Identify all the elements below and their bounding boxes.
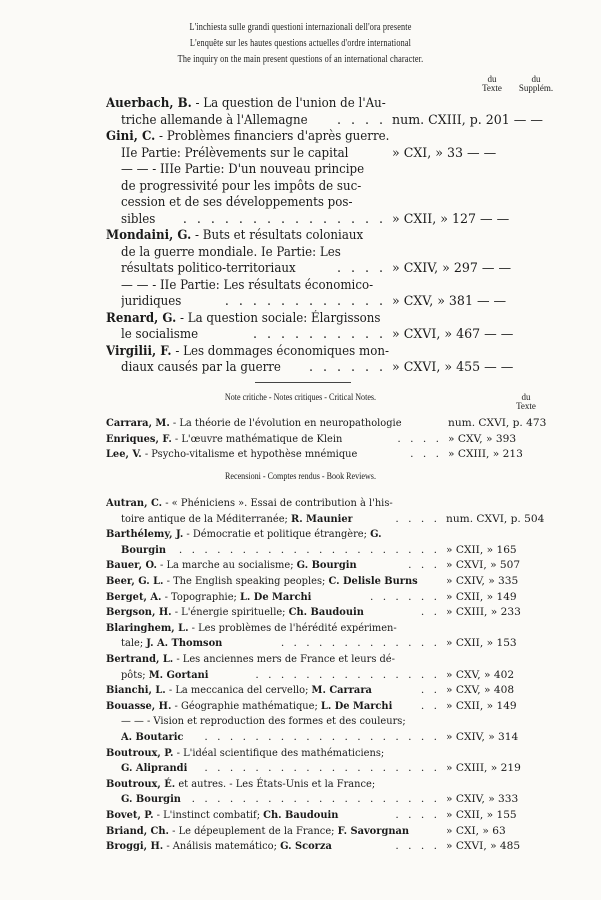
reviewer-name: G. Bourgin <box>121 793 181 806</box>
reviewer-name: Ch. Baudouin <box>288 606 364 619</box>
author-name: Broggi, H. <box>106 840 164 853</box>
entry-text <box>106 574 418 589</box>
entry-title: — — - IIe Partie: Les résultats économico- <box>121 276 374 292</box>
review-entry-line <box>0 558 601 574</box>
leader-dots: . . . . . . <box>369 590 440 603</box>
entry-title: résultats politico-territoriaux <box>121 260 296 275</box>
author-name: Gini, C. <box>106 128 156 143</box>
entry-title: - La meccanica del cervello; <box>165 684 312 697</box>
leader-dots: . . <box>420 699 440 712</box>
entry-title: - Le dépeuplement de la France; <box>168 824 338 837</box>
reviewer-name: L. De Marchi <box>239 590 312 603</box>
author-name: Bertrand, L. <box>106 653 174 665</box>
review-entry-line <box>0 761 601 777</box>
citation-reference: » CXVI, » 485 <box>446 840 521 853</box>
reviewer-name: M. Carrara <box>311 684 372 697</box>
header-line-italian: L'inchiesta sulle grandi questioni internazionali dell'ora presente <box>189 22 412 33</box>
entry-title: pôts; <box>121 668 149 681</box>
entry-title: - La marche au socialisme; <box>156 559 297 572</box>
entry-title: - La question sociale: Élargissons <box>176 309 381 325</box>
reviewer-name: R. Maunier <box>291 512 353 525</box>
leader-dots: . . . <box>408 559 440 572</box>
citation-reference: » CXII, » 127 — — <box>392 210 510 226</box>
leader-dots: . . <box>420 684 440 697</box>
author-name: Virgilii, F. <box>106 342 172 358</box>
author-name: Mondaini, G. <box>106 227 192 242</box>
entry-title: tale; <box>121 637 147 650</box>
review-entry-line <box>0 636 601 652</box>
entry-text <box>121 112 308 128</box>
entry-text <box>121 178 361 194</box>
entry-title: triche allemande à l'Allemagne <box>121 111 308 127</box>
entry-text <box>106 95 386 111</box>
citation-reference: » CXII, » 155 <box>446 809 517 821</box>
entry-title: - Análisis matemático; <box>163 840 281 853</box>
reviewer-name: G. Bourgin <box>296 559 357 572</box>
entry-text <box>106 590 311 605</box>
citation-reference: » CXIV, » 335 <box>446 575 519 587</box>
notes-column-texte: Texte <box>516 401 536 411</box>
author-name: Bovet, P. <box>106 809 154 821</box>
citation-reference: » CXII, » 149 <box>446 590 517 603</box>
author-name: Barthélemy, J. <box>106 528 184 541</box>
review-entry-line <box>0 839 601 855</box>
citation-reference: » CXIII, » 219 <box>446 762 521 775</box>
entry-text <box>121 260 296 276</box>
leader-dots: . . . . . . . . . . . . . . . . . . . <box>204 731 440 743</box>
column-header-texte <box>472 75 512 93</box>
entry-text <box>106 839 332 854</box>
entry-text <box>121 194 352 210</box>
author-name: Bianchi, L. <box>106 684 166 697</box>
author-name: Berget, A. <box>106 590 162 603</box>
review-entry-line <box>0 527 601 543</box>
entry-title: IIe Partie: Prélèvements sur le capital <box>121 144 349 160</box>
review-entry-line <box>0 590 601 606</box>
entry-title: - Buts et résultats coloniaux <box>191 227 364 242</box>
review-entry-line <box>0 543 601 559</box>
entry-title: - Problèmes financiers d'après guerre. <box>155 128 390 143</box>
entry-title: - Les dommages économiques mon- <box>171 342 389 358</box>
entry-text <box>121 161 364 177</box>
review-entry-line <box>0 730 601 746</box>
note-entry <box>0 447 601 463</box>
author-name: Briand, Ch. <box>106 824 169 837</box>
leader-dots: . . <box>420 606 440 619</box>
entry-title: le socialisme <box>121 326 199 341</box>
author-name: Bouasse, H. <box>106 699 172 712</box>
column-header-suppl-du: du <box>531 74 541 84</box>
entry-title: - The English speaking peoples; <box>163 575 329 587</box>
entry-title: toire antique de la Méditerranée; <box>121 512 292 525</box>
column-header-supplement <box>510 75 562 93</box>
author-name: Enriques, F. <box>106 432 172 445</box>
entry-text <box>121 326 198 342</box>
entry-text <box>121 244 341 260</box>
leader-dots: . . . . . . . . . . . . <box>224 293 386 308</box>
entry-line <box>0 293 601 309</box>
review-entry-line <box>0 605 601 621</box>
author-name: Boutroux, É. <box>106 777 176 790</box>
header-line-french: L'enquête sur les hautes questions actuelles d'ordre international <box>189 38 412 49</box>
author-name: Renard, G. <box>106 309 177 325</box>
citation-reference: » CXV, » 393 <box>448 432 517 445</box>
author-name: Bergson, H. <box>106 606 172 619</box>
citation-reference: » CXI, » 33 — — <box>392 144 497 160</box>
entry-line <box>0 145 601 161</box>
entry-text <box>106 496 393 511</box>
column-header-texte-du: du <box>487 74 497 84</box>
entry-line <box>0 95 601 111</box>
reviewer-name: G. Scorza <box>280 840 332 853</box>
author-name: Boutroux, P. <box>106 746 174 759</box>
leader-dots: . . . <box>410 448 442 460</box>
review-entry-line <box>0 746 601 762</box>
entry-text <box>106 558 357 573</box>
entry-title: - L'idéal scientifique des mathématiciens; <box>173 746 385 759</box>
entry-text <box>106 527 382 542</box>
reviewer-name: G. Aliprandi <box>121 762 188 775</box>
entry-text <box>106 447 357 462</box>
leader-dots: . . . . <box>395 840 440 853</box>
review-entry-line <box>0 496 601 512</box>
entry-text <box>121 714 406 729</box>
citation-reference: » CXV, » 408 <box>446 684 515 697</box>
reviewer-name: A. Boutaric <box>121 731 184 743</box>
review-entry-line <box>0 512 601 528</box>
entry-line <box>0 194 601 210</box>
author-name: Auerbach, B. <box>106 95 192 110</box>
entry-text <box>121 211 155 227</box>
citation-reference: » CXII, » 149 <box>446 699 517 712</box>
citation-reference: » CXV, » 402 <box>446 668 515 681</box>
entry-title: - La question de l'union de l'Au- <box>191 95 386 110</box>
entry-title: et autres. - Les États-Unis et la France; <box>175 777 376 790</box>
citation-reference: » CXV, » 381 — — <box>392 293 507 308</box>
entry-title: — — - IIIe Partie: D'un nouveau principe <box>121 161 365 176</box>
review-entry-line <box>0 808 601 824</box>
entry-text <box>106 699 392 714</box>
leader-dots: . . . . . . . . . . . . . . . . . . . . . <box>178 543 440 556</box>
leader-dots: . . . . . . <box>308 359 386 374</box>
entry-text <box>106 683 372 698</box>
entry-text <box>121 359 281 375</box>
entry-line <box>0 112 601 128</box>
entry-line <box>0 211 601 227</box>
citation-reference: » CXIV, » 297 — — <box>392 260 512 275</box>
entry-text <box>121 293 181 309</box>
entry-text <box>106 227 363 243</box>
entry-text <box>121 730 183 745</box>
citation-reference: » CXVI, » 467 — — <box>392 326 514 341</box>
entry-title: - Démocratie et politique étrangère; <box>183 528 371 541</box>
leader-dots: . . . . . . . . . . . . . . . <box>255 668 440 681</box>
leader-dots: . . . . . . . . . . . . . . . . . . . . <box>191 793 440 806</box>
entry-title: - Psycho-vitalisme et hypothèse mnémique <box>141 448 358 460</box>
leader-dots: . . . . . . . . . . . . . <box>280 637 440 650</box>
leader-dots: . . . . <box>336 111 386 127</box>
review-entry-line <box>0 714 601 730</box>
column-header-suppl-label: Supplém. <box>518 83 554 93</box>
entry-title: - L'instinct combatif; <box>153 809 264 821</box>
leader-dots: . . . . <box>336 260 386 275</box>
reviewer-name: J. A. Thomson <box>146 637 223 650</box>
notes-section-title: Note critiche - Notes critiques - Critical Notes. <box>224 393 377 403</box>
entry-title: - Géographie mathématique; <box>171 699 321 712</box>
citation-reference: » CXI, » 63 <box>446 824 506 837</box>
entry-title: sibles <box>121 210 156 226</box>
note-entry <box>0 416 601 432</box>
author-name: Beer, G. L. <box>106 575 164 587</box>
entry-title: — — - Vision et reproduction des formes et des couleurs; <box>121 715 406 728</box>
citation-reference: » CXII, » 153 <box>446 637 517 650</box>
reviewer-name: F. Savorgnan <box>337 824 410 837</box>
entry-text <box>106 824 409 839</box>
entry-line <box>0 128 601 144</box>
entry-title: - La théorie de l'évolution en neuropathologie <box>169 417 402 429</box>
entry-title: juridiques <box>121 293 182 308</box>
entry-text <box>121 512 353 527</box>
citation-reference: » CXIII, » 233 <box>446 606 521 619</box>
entry-title: cession et de ses développements pos- <box>121 194 353 209</box>
entry-title: de la guerre mondiale. Ie Partie: Les <box>121 243 341 259</box>
leader-dots: . . . . . . . . . . . . . . . . . . . <box>204 762 440 775</box>
citation-reference: » CXVI, » 507 <box>446 559 521 572</box>
leader-dots: . . . . . . . . . . . . . . . <box>182 210 386 226</box>
author-name: Lee, V. <box>106 448 142 460</box>
header-line-english: The inquiry on the main present questions of an international character. <box>177 54 424 65</box>
citation-reference: » CXIV, » 314 <box>446 731 519 743</box>
entry-text <box>106 777 375 792</box>
entry-title: - L'œuvre mathématique de Klein <box>171 432 343 445</box>
entry-line <box>0 277 601 293</box>
author-name: Blaringhem, L. <box>106 621 189 634</box>
entry-text <box>106 343 389 359</box>
review-entry-line <box>0 621 601 637</box>
reviewer-name: L. De Marchi <box>320 699 393 712</box>
reviewer-name: M. Gortani <box>148 668 209 681</box>
leader-dots: . . . . <box>397 432 442 445</box>
entry-line <box>0 260 601 276</box>
citation-reference: » CXIV, » 333 <box>446 793 519 806</box>
note-entry <box>0 432 601 448</box>
entry-title: - Topographie; <box>161 590 240 603</box>
entry-text <box>121 761 187 776</box>
entry-text <box>106 310 380 326</box>
entry-text <box>106 128 389 144</box>
review-entry-line <box>0 777 601 793</box>
column-header-texte-label: Texte <box>482 83 502 93</box>
entry-line <box>0 310 601 326</box>
entry-title: de progressivité pour les impôts de suc- <box>121 177 362 193</box>
reviewer-name: C. Delisle Burns <box>328 575 418 587</box>
review-entry-line <box>0 792 601 808</box>
entry-text <box>106 746 384 761</box>
entry-line <box>0 359 601 375</box>
entry-text <box>121 277 373 293</box>
entry-text <box>121 792 181 807</box>
review-entry-line <box>0 699 601 715</box>
entry-text <box>121 543 166 558</box>
citation-reference: » CXVI, » 455 — — <box>392 359 514 374</box>
notes-column-header <box>506 393 546 411</box>
entry-line <box>0 343 601 359</box>
reviewer-name: G. <box>370 528 382 541</box>
review-entry-line <box>0 652 601 668</box>
entry-title: - « Phéniciens ». Essai de contribution à l'his- <box>162 497 393 509</box>
entry-text <box>106 605 364 620</box>
entry-title: - Les problèmes de l'hérédité expérimen- <box>188 621 397 634</box>
citation-reference: » CXIII, » 213 <box>448 448 523 460</box>
author-name: Carrara, M. <box>106 417 170 429</box>
entry-line <box>0 227 601 243</box>
review-entry-line <box>0 668 601 684</box>
section-divider <box>255 382 351 383</box>
review-entry-line <box>0 824 601 840</box>
citation-reference: num. CXIII, p. 201 — — <box>392 111 544 127</box>
entry-title: - Les anciennes mers de France et leurs dé- <box>173 653 395 665</box>
entry-title: - L'énergie spirituelle; <box>171 606 289 619</box>
citation-reference: » CXII, » 165 <box>446 543 517 556</box>
notes-column-du: du <box>521 392 531 402</box>
leader-dots: . . . . <box>395 512 440 525</box>
entry-text <box>106 416 402 431</box>
citation-reference: num. CXVI, p. 473 <box>448 417 547 429</box>
entry-text <box>121 636 222 651</box>
entry-text <box>106 621 397 636</box>
author-name: Autran, C. <box>106 497 163 509</box>
review-entry-line <box>0 683 601 699</box>
entry-line <box>0 244 601 260</box>
entry-line <box>0 326 601 342</box>
reviewer-name: Ch. Baudouin <box>263 809 339 821</box>
citation-reference: num. CXVI, p. 504 <box>446 512 545 525</box>
review-entry-line <box>0 574 601 590</box>
entry-line <box>0 178 601 194</box>
entry-text <box>106 652 395 667</box>
entry-text <box>106 432 342 447</box>
leader-dots: . . . . . . . . . . <box>252 326 386 341</box>
entry-text <box>106 808 338 823</box>
author-name: Bauer, O. <box>106 559 157 572</box>
reviewer-name: Bourgin <box>121 543 167 556</box>
leader-dots: . . . . <box>395 809 440 821</box>
reviews-section-title: Recensioni - Comptes rendus - Book Reviews. <box>225 472 376 482</box>
entry-text <box>121 145 348 161</box>
entry-title: diaux causés par la guerre <box>121 359 281 374</box>
entry-text <box>121 668 209 683</box>
entry-line <box>0 161 601 177</box>
